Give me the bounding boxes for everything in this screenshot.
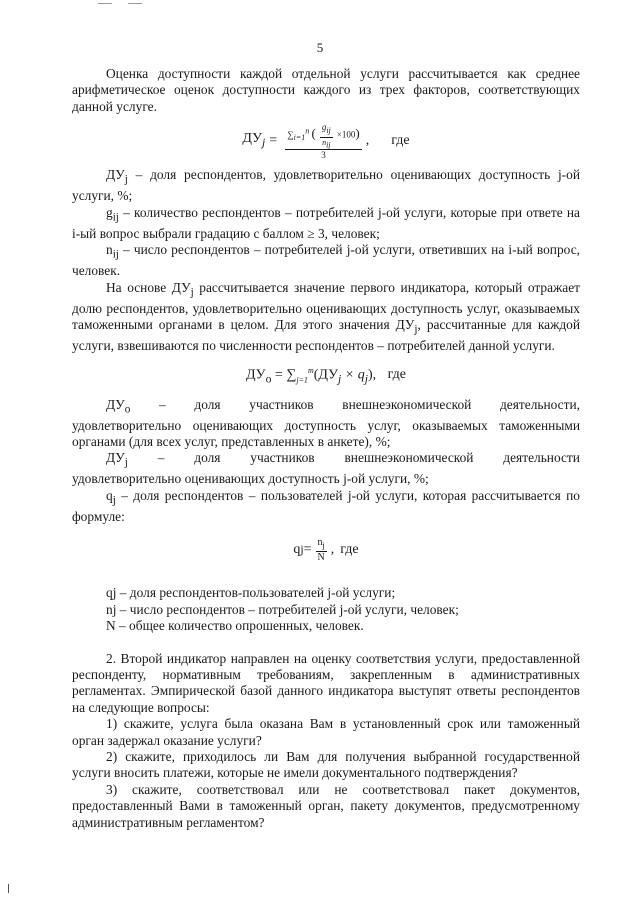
paragraph-intro: Оценка доступности каждой отдельной услуги рассчитывается как среднее арифметическое оценок доступности каждого из трех факторов, соответствующих данной услуге. [72, 66, 580, 114]
formula-symbol: ДУ [242, 131, 263, 147]
definition-du-o: $ДУ_о$ – доля участников внешнеэкономической деятельности, удовлетворительно оценивающих доступность услуг, оказываемых таможенными органами (для всех услуг, представленных в анкете), %; [72, 396, 580, 449]
formula-denominator: 3 [321, 150, 326, 161]
definition-nj: nj – число респондентов – потребителей j-ой услуги, человек; [106, 601, 459, 617]
page-number: 5 [316, 40, 324, 55]
formula-fraction [285, 121, 362, 161]
question-3: 3) скажите, соответствовал или не соответствовал пакет документов, предоставленный Вами в таможенный орган, пакету документов, предусмотренному административным регламентом? [72, 781, 580, 830]
formula-numerator: $\sum_{i=1}^n$ ( $g_{ij}$ $n_{ij}$ ×100) [287, 122, 360, 150]
question-2: 2) скажите, приходилось ли Вам для получения выбранной государственной услуги вносить платежи, которые не имели документального подтверждения? [72, 749, 580, 781]
definition-n-ij: $n_{ij}$ – число респондентов – потребителей j-ой услуги, ответивших на i-ый вопрос, человек. [72, 242, 580, 279]
definition-du-j-2: $ДУ_j$ – доля участников внешнеэкономической деятельности удовлетворительно оценивающих доступность j-ой услуги, %; [72, 450, 580, 487]
paragraph-indicator-one: На основе $ДУ_j$ рассчитывается значение первого индикатора, который отражает долю респондентов, удовлетворительно оценивающих доступность услуг, оказываемых таможенными органами в целом. Для этого значения $ДУ_j$, рассчитанные для каждой услуги, взвешиваются по численности респондентов – потребителей данной услуги. [72, 279, 581, 354]
definition-qj: qj – доля респондентов-пользователей j-ой услуги; [106, 585, 396, 601]
definition-du-j: $ДУ_j$ – доля респондентов, удовлетворительно оценивающих доступность j-ой услуги, %; [72, 167, 580, 204]
paragraph-indicator-two: 2. Второй индикатор направлен на оценку соответствия услуги, предоставленной респонденту, нормативным требованиям, закрепленным в административных регламентах. Эмпирической базой данного индикатора выступят ответы респондентов на следующие вопросы: [72, 650, 580, 715]
definition-g-ij: $g_{ij}$ – количество респондентов – потребителей j-ой услуги, которые при ответе на i-ый вопрос выбрали градацию с баллом ≥ 3, человек; [72, 204, 580, 241]
formula-du-j: $ДУ_j$ = $\sum_{i=1}^n$ ( $g_{ij}$ $n_{ij}$ ×100) 3 , где [242, 122, 410, 161]
document-body [72, 66, 580, 831]
scan-mark [98, 3, 112, 4]
formula-equals: = [269, 133, 278, 149]
formula-du-o: $ДУ_o = \sum_{j=1}^m(ДУ_j \times q_j)$, где [245, 365, 407, 386]
formula-q-j: q j = $\frac{n_j}{N}$ , где [293, 537, 359, 564]
scan-mark [128, 3, 142, 4]
definition-q-j: $q_j$ – доля респондентов – пользователей j-ой услуги, которая рассчитывается по формуле: [72, 487, 580, 524]
definition-n-total: N – общее количество опрошенных, человек. [106, 618, 364, 634]
formula-subscript: j [262, 135, 266, 149]
scan-edge-mark [8, 884, 9, 893]
question-1: 1) скажите, услуга была оказана Вам в установленный срок или таможенный орган задержал оказание услуги? [72, 716, 580, 748]
formula-where: где [391, 133, 410, 149]
